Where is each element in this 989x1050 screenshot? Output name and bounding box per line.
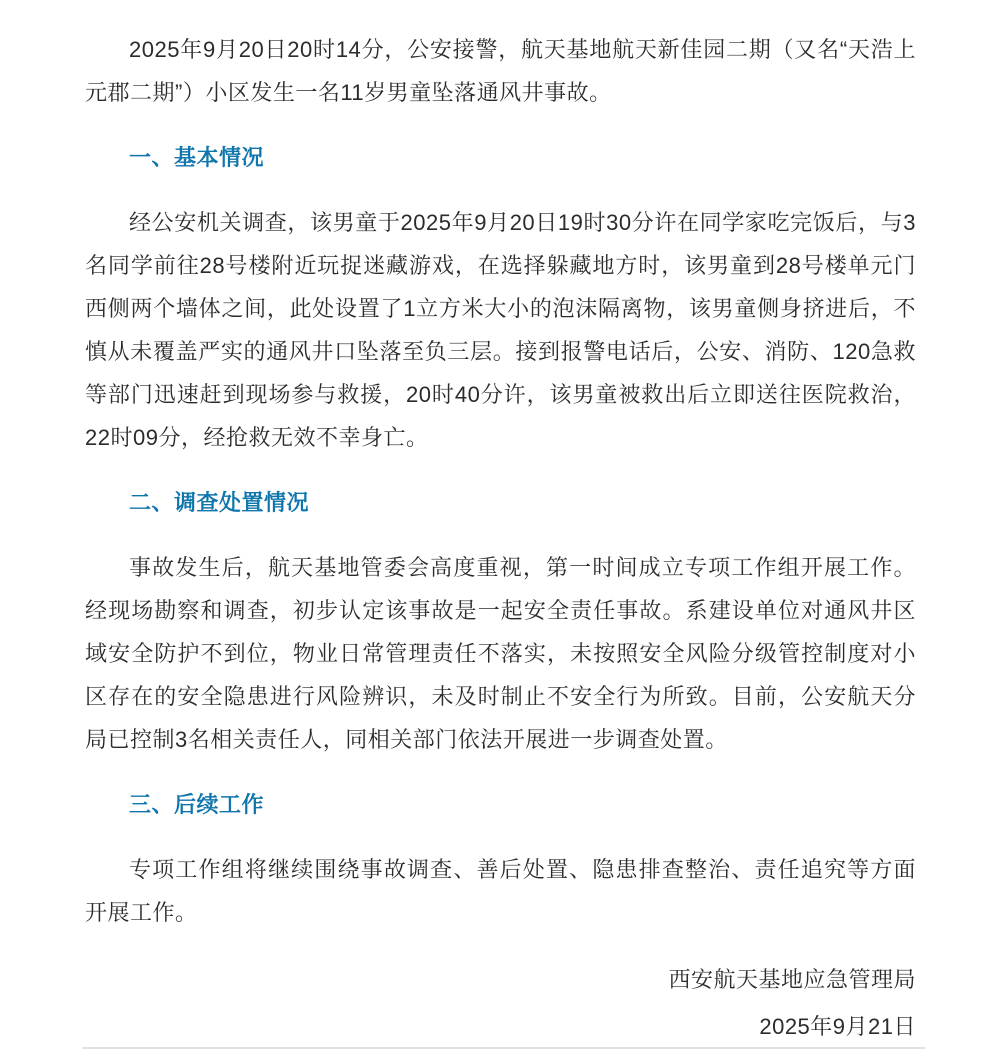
section-heading-investigation: 二、调查处置情况	[129, 490, 310, 515]
section-heading-basic-situation: 一、基本情况	[129, 145, 265, 170]
section-paragraph-follow-up: 专项工作组将继续围绕事故调查、善后处置、隐患排查整治、责任追究等方面开展工作。	[85, 857, 916, 925]
issuing-authority: 西安航天基地应急管理局	[668, 967, 916, 992]
signature-block	[85, 958, 916, 1048]
section-heading-follow-up: 三、后续工作	[129, 792, 265, 817]
section-paragraph-investigation: 事故发生后，航天基地管委会高度重视，第一时间成立专项工作组开展工作。经现场勘察和调查，初步认定该事故是一起安全责任事故。系建设单位对通风井区域安全防护不到位，物业日常管理责任不落实，未按照安全风险分级管控制度对小区存在的安全隐患进行风险辨识，未及时制止不安全行为所致。目前，公安航天分局已控制3名相关责任人，同相关部门依法开展进一步调查处置。	[85, 555, 916, 752]
issue-date: 2025年9月21日	[759, 1014, 916, 1039]
bottom-divider	[82, 1047, 925, 1049]
section-paragraph-basic-situation: 经公安机关调查，该男童于2025年9月20日19时30分许在同学家吃完饭后，与3名同学前往28号楼附近玩捉迷藏游戏，在选择躲藏地方时，该男童到28号楼单元门西侧两个墙体之间，此处设置了1立方米大小的泡沫隔离物，该男童侧身挤进后，不慎从未覆盖严实的通风井口坠落至负三层。接到报警电话后，公安、消防、120急救等部门迅速赶到现场参与救援，20时40分许，该男童被救出后立即送往医院救治，22时09分，经抢救无效不幸身亡。	[85, 210, 916, 450]
intro-paragraph: 2025年9月20日20时14分，公安接警，航天基地航天新佳园二期（又名“天浩上元郡二期”）小区发生一名11岁男童坠落通风井事故。	[85, 37, 916, 105]
